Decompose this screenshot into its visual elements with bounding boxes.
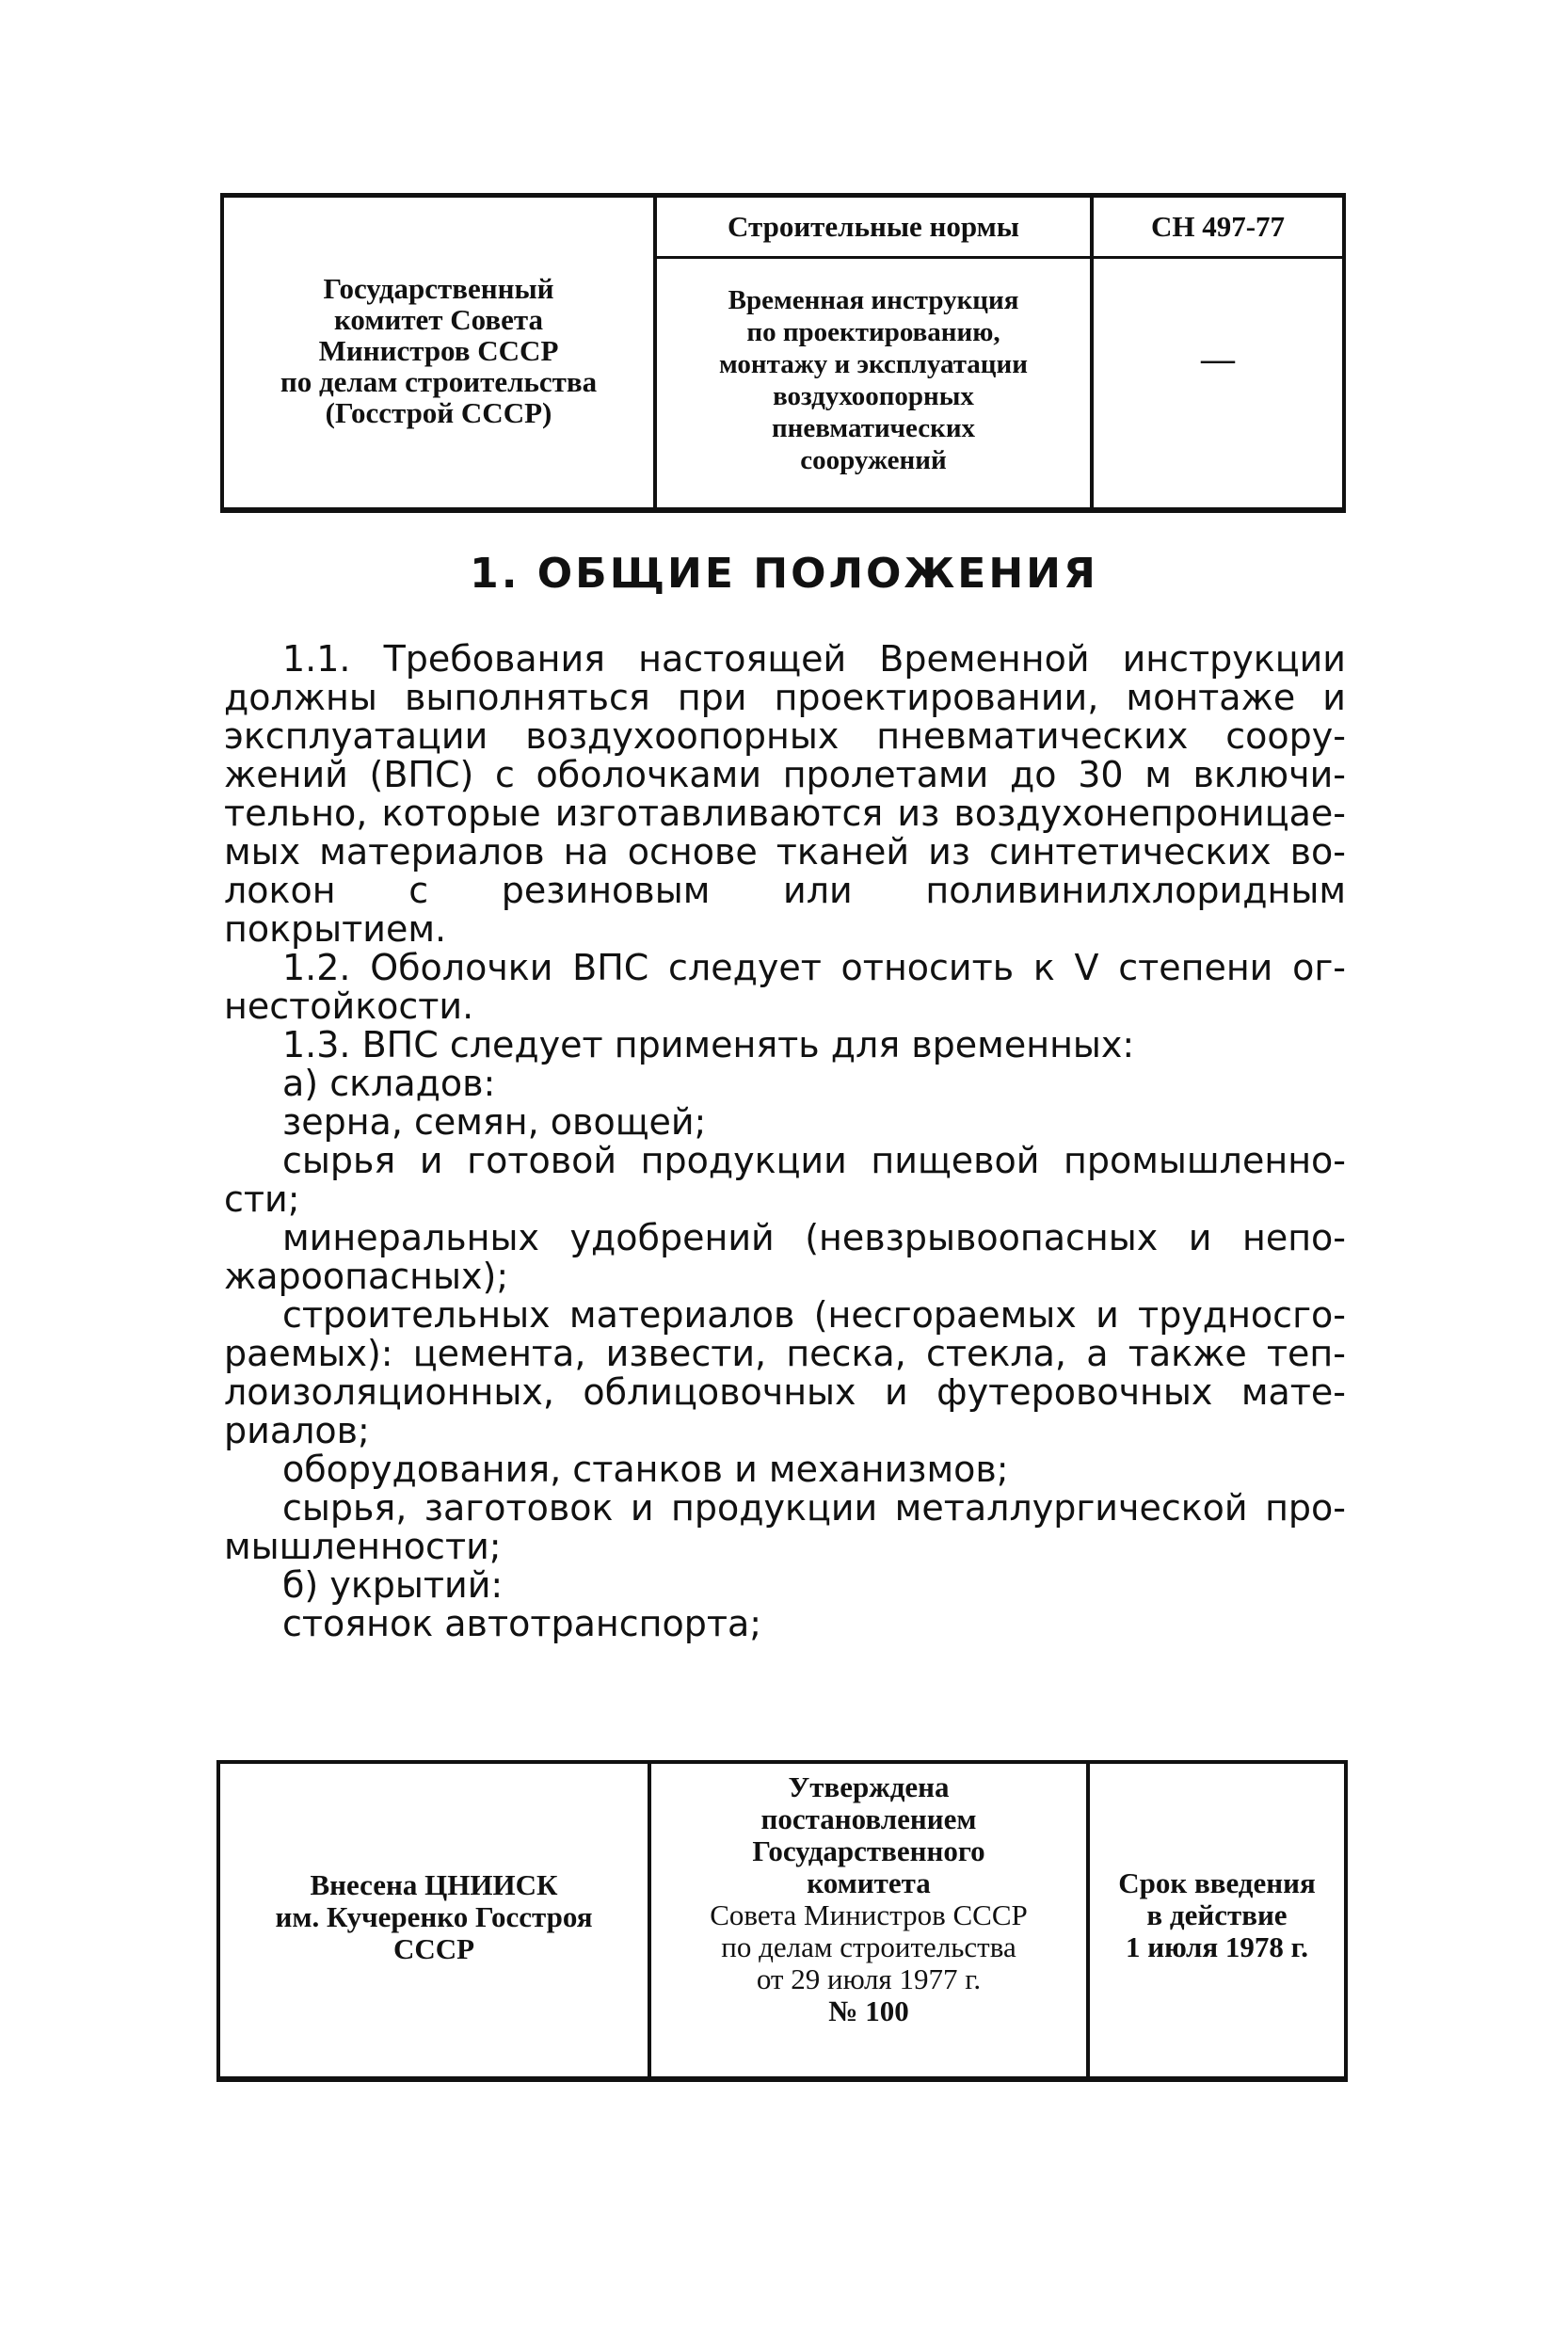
body-line: 1.1. Требования настоящей Временной инструкции: [282, 638, 1346, 680]
body-line: покрытием.: [224, 908, 447, 950]
body-line: минеральных удобрений (невзрывоопасных и непо-: [282, 1217, 1346, 1258]
body-line: лоизоляционных, облицовочных и футеровочных мате-: [224, 1371, 1346, 1413]
body-line: должны выполняться при проектировании, монтаже и: [224, 677, 1346, 718]
body-line: жений (ВПС) с оболочками пролетами до 30 м включи-: [224, 754, 1346, 795]
replaces-value: —: [1201, 340, 1235, 377]
body-line: сти;: [224, 1178, 300, 1220]
approval-cell: [651, 1764, 1090, 2076]
submitted-by-cell: [220, 1764, 651, 2076]
body-line: риалов;: [224, 1410, 370, 1451]
section-heading: 1. ОБЩИЕ ПОЛОЖЕНИЯ: [470, 550, 1098, 598]
body-line: оборудования, станков и механизмов;: [282, 1449, 1009, 1490]
effective-date-cell: [1090, 1764, 1344, 2076]
body-text: [224, 640, 1346, 1643]
body-line: стоянок автотранспорта;: [282, 1603, 762, 1644]
footer-table: [216, 1760, 1348, 2082]
body-line: 1.3. ВПС следует применять для временных:: [282, 1024, 1135, 1065]
header-table: [220, 193, 1346, 513]
effective-date: Срок введения в действие 1 июля 1978 г.: [1118, 1866, 1316, 1963]
body-line: зерна, семян, овощей;: [282, 1101, 707, 1143]
body-line: мых материалов на основе тканей из синтетических во-: [224, 831, 1346, 873]
body-line: а) складов:: [282, 1063, 496, 1104]
body-line: мышленности;: [224, 1526, 502, 1567]
document-code: СН 497-77: [1094, 198, 1342, 259]
body-line: эксплуатации воздухоопорных пневматических соору-: [224, 715, 1346, 757]
body-line: б) укрытий:: [282, 1564, 504, 1606]
organization-name: Государственный комитет Совета Министров СССР по делам строительства (Госстрой СССР): [280, 272, 598, 429]
header-code-cell: [1094, 198, 1342, 507]
submitted-by: Внесена ЦНИИСК им. Кучеренко Госстроя СССР: [275, 1868, 593, 1965]
body-line: раемых): цемента, извести, песка, стекла, а также теп-: [224, 1333, 1346, 1374]
header-title-cell: [657, 198, 1094, 507]
header-organization-cell: [224, 198, 657, 507]
approval-text: Утверждена постановлением Государственного комитета Совета Министров СССР по делам строительства от 29 июля 1977 г. № 100: [710, 1770, 1028, 2027]
body-line: нестойкости.: [224, 985, 474, 1027]
body-line: тельно, которые изготавливаются из воздухонепроницае-: [224, 793, 1346, 834]
document-title: Временная инструкция по проектированию, монтажу и эксплуатации воздухоопорных пневматических сооружений: [719, 285, 1028, 475]
body-line: локон с резиновым или поливинилхлоридным: [224, 870, 1346, 911]
body-line: строительных материалов (несгораемых и трудносго-: [282, 1294, 1346, 1336]
body-line: сырья и готовой продукции пищевой промышленно-: [282, 1140, 1346, 1181]
body-line: жароопасных);: [224, 1256, 509, 1297]
document-category: Строительные нормы: [657, 198, 1090, 259]
body-line: 1.2. Оболочки ВПС следует относить к V степени ог-: [282, 947, 1346, 988]
body-line: сырья, заготовок и продукции металлургической про-: [282, 1487, 1346, 1529]
